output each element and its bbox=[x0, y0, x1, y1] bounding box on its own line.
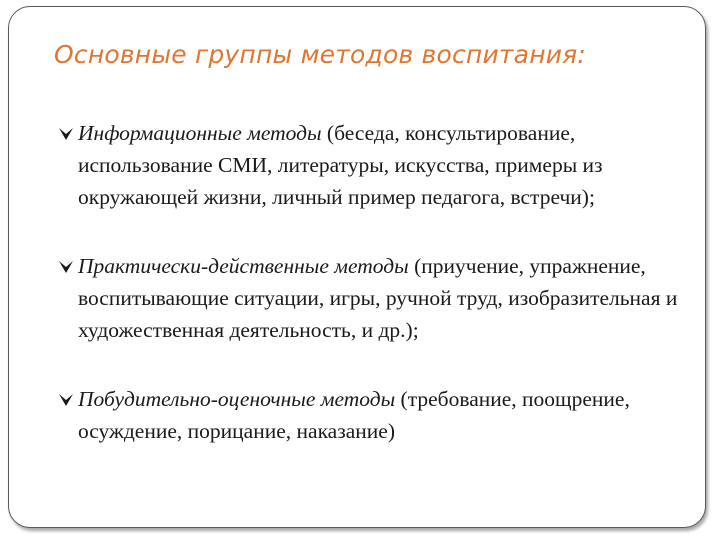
method-details: (беседа, консультирование, использование СМИ, литературы, искусства, примеры из окружающей жизни, личный пример педагога, встречи); bbox=[78, 121, 603, 209]
slide-title: Основные группы методов воспитания: bbox=[54, 40, 587, 69]
arrow-check-bullet-icon bbox=[58, 393, 74, 407]
arrow-check-bullet-icon bbox=[58, 260, 74, 274]
arrow-check-bullet-icon bbox=[58, 127, 74, 141]
method-details: (требование, поощрение, осуждение, порицание, наказание) bbox=[78, 387, 630, 443]
method-term: Практически-действенные методы bbox=[78, 254, 409, 278]
method-details: (приучение, упражнение, воспитывающие ситуации, игры, ручной труд, изобразительная и художественная деятельность, и др.); bbox=[78, 254, 678, 342]
list-item bbox=[58, 383, 698, 447]
list-item bbox=[58, 250, 698, 346]
method-term: Информационные методы bbox=[78, 121, 322, 145]
method-term: Побудительно-оценочные методы bbox=[78, 387, 396, 411]
methods-list bbox=[58, 117, 698, 447]
list-item bbox=[58, 117, 698, 213]
